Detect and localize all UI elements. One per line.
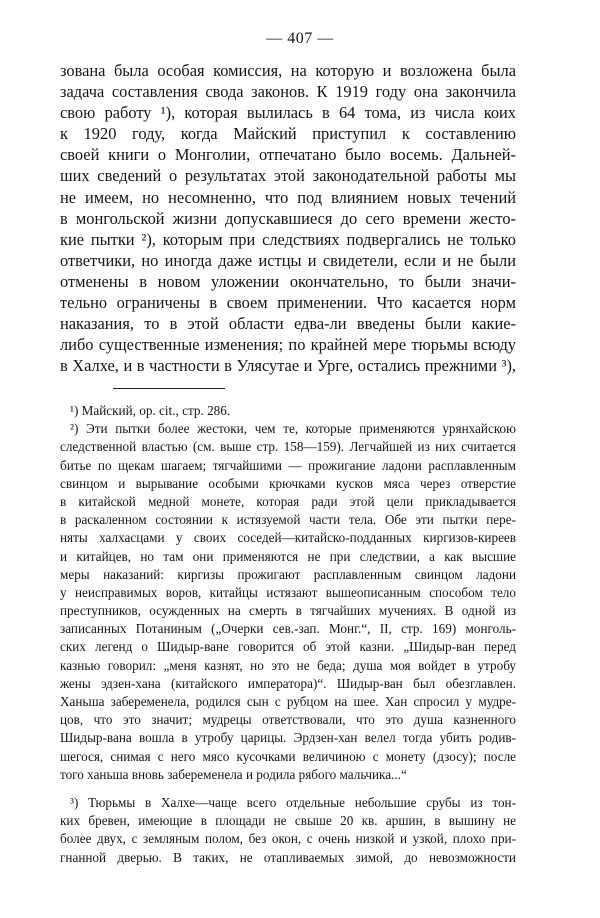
footnote-2-line: у неисправимых воров, китайцы истязают вышеописанным способом тело: [60, 584, 516, 600]
footnote-2-line: битье по щекам шагаем; тягчайшими — прожигание ладони расплавленным: [60, 457, 516, 473]
footnote-2-line: и китайцев, но там они применяются не при следствии, а как высшие: [60, 548, 516, 564]
footnote-2-line: в раскаленном состоянии к истязуемой части тела. Обе эти пытки пере-: [60, 512, 516, 528]
footnote-3-line: ких бревен, имеющие в площади не свыше 20 кв. аршин, в вышину не: [60, 813, 516, 829]
main-text-line: в Халхе, и в частности в Улясутае и Урге, остались прежними ³),: [60, 356, 516, 376]
footnote-2-line: няты халхасцами у своих соседей—китайско-подданных киргизов-киреев: [60, 530, 516, 546]
main-text-line: кие пытки ²), которым при следствиях подвергались не только: [60, 229, 516, 249]
footnote-2-line: ²) Эти пытки более жестоки, чем те, которые применяются урянхайскою: [70, 421, 516, 437]
main-text-line: тельно ограничены в своем применении. Что касается норм: [60, 293, 516, 313]
main-text-line: наказания, то в этой области едва-ли введены были какие-: [60, 314, 516, 334]
footnote-3-line: более двух, с земляным полом, без окон, с очень низкой и узкой, плохо при-: [60, 831, 516, 847]
main-text-line: своей книги о Монголии, отпечатано было восемь. Дальней-: [60, 145, 516, 165]
footnote-gap: [60, 784, 516, 794]
main-text-line: в монгольской жизни допускавшиеся до сего времени жесто-: [60, 208, 516, 228]
main-text: [60, 60, 516, 376]
footnote-2-line: шегося, снимая с него мясо кусочками величиною с монету (дзосу); после: [60, 748, 516, 764]
footnote-2-line: записанных Потаниным („Очерки сев.-зап. Монг.“, II, стр. 169) монголь-: [60, 621, 516, 637]
main-text-line: зована была особая комиссия, на которую и возложена была: [60, 61, 516, 80]
main-text-line: свою работу ¹), которая вылилась в 64 тома, из числа коих: [60, 103, 516, 123]
footnote-divider: [113, 388, 225, 389]
footnote-2-line: ских легенд о Шидыр-ване говорится об этой казни. „Шидыр-ван перед: [60, 639, 516, 655]
footnote-2-line: Ханьша забеременела, родился сын с рубцом на шее. Хан спросил у мудре-: [60, 694, 516, 709]
footnote-3-line: ³) Тюрьмы в Халхе—чаще всего отдельные небольшие срубы из тон-: [70, 794, 516, 810]
footnote-2-line: следственной властью (см. выше стр. 158—159). Легчайшей из них считается: [60, 439, 516, 455]
footnote-3: [60, 794, 516, 867]
page-number: — 407 —: [266, 30, 334, 47]
footnote-2-line: преступников, осужденных на смерть в тягчайших мучениях. В одной из: [60, 603, 516, 619]
footnote-1: ¹) Майский, op. cit., стр. 286.: [70, 403, 231, 418]
footnote-2-line: цов, что это значит; мудрецы ответствовали, что это душа казненного: [60, 712, 516, 728]
footnotes: [60, 402, 516, 867]
footnote-2-line: в китайской медной монете, которая ради этой цели прикладывается: [60, 493, 516, 509]
main-text-line: ответчики, но иногда даже истцы и свидетели, если и не были: [60, 250, 516, 270]
footnote-2: [60, 420, 516, 784]
main-text-line: к 1920 году, когда Майский приступил к составлению: [60, 124, 516, 144]
footnote-2-line: свинцом и вырывание особыми крючками кусков мяса через отверстие: [60, 475, 516, 491]
footnote-2-line: того ханьша вновь забеременела и родила рябого мальчика...“: [60, 766, 407, 782]
main-text-line: задача составления свода законов. К 1919 году она закончила: [60, 82, 516, 102]
footnote-3-line: гнанной дверью. В таких, не отапливаемых зимой, до невозможности: [60, 849, 516, 865]
footnote-2-line: жены эдзен-хана (китайского императора)“. Шидыр-ван был обезглавлен.: [60, 675, 516, 691]
footnote-2-line: Шидыр-вана вошла в утробу царицы. Эрдзен-хан велел тогда убить родив-: [60, 730, 516, 746]
main-text-line: либо существенные изменения; по крайней мере тюрьмы всюду: [60, 335, 516, 355]
main-text-line: ших сведений о результатах этой законодательной работы мы: [60, 166, 516, 186]
footnote-2-line: меры наказаний: киргизы прожигают расплавленным свинцом ладони: [60, 566, 516, 582]
main-text-line: не имеем, но несомненно, что под влиянием новых течений: [60, 187, 516, 207]
main-text-line: отменены в новом уложении окончательно, то были значи-: [60, 271, 516, 291]
footnote-2-line: казнью говорил: „меня казнят, но это не беда; душа моя войдет в утробу: [60, 657, 516, 673]
